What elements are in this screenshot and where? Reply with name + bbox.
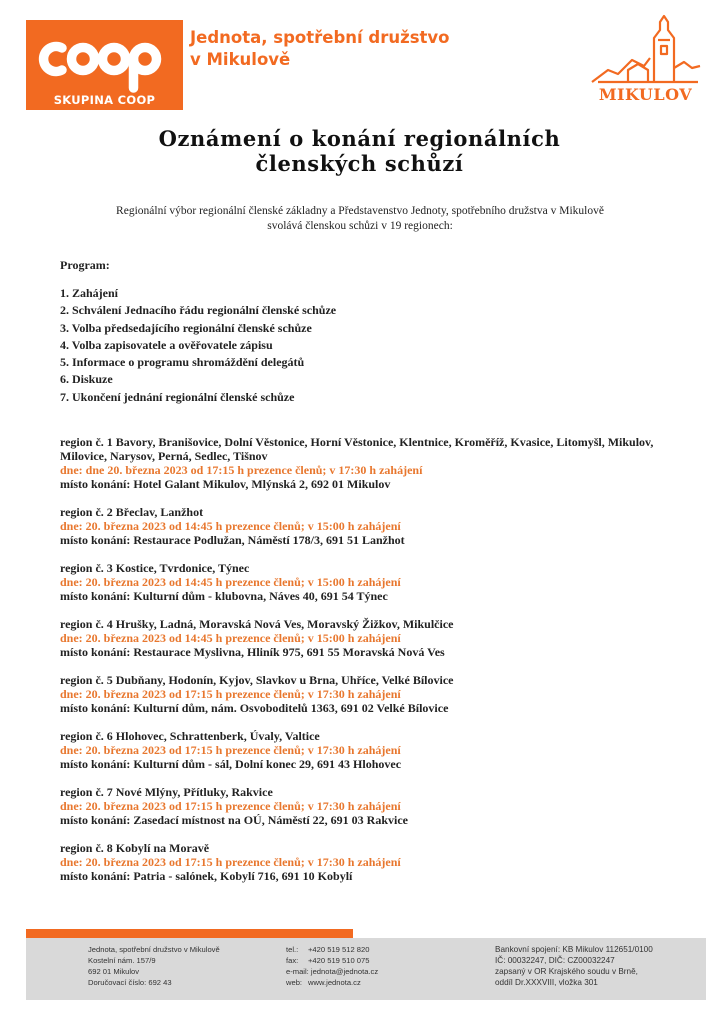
region-date: dne: 20. března 2023 od 17:15 h prezence členů; v 17:30 h zahájení (60, 687, 401, 701)
region-name: region č. 3 Kostice, Tvrdonice, Týnec (60, 561, 250, 575)
region-date: dne: 20. března 2023 od 17:15 h prezence členů; v 17:30 h zahájení (60, 743, 401, 757)
footer-contacts (286, 944, 378, 988)
region-block (60, 785, 700, 827)
region-date: dne: 20. března 2023 od 14:45 h prezence členů; v 15:00 h zahájení (60, 631, 401, 645)
coop-wordmark (26, 26, 183, 96)
region-name: region č. 4 Hrušky, Ladná, Moravská Nová Ves, Moravský Žižkov, Mikulčice (60, 617, 454, 631)
footer (26, 938, 706, 1000)
region-place: místo konání: Kulturní dům, nám. Osvoboditelů 1363, 691 02 Velké Bílovice (60, 701, 449, 715)
coop-logo (26, 20, 183, 110)
footer-address (88, 944, 220, 988)
program-item: 1. Zahájení (60, 286, 119, 300)
region-name: region č. 5 Dubňany, Hodonín, Kyjov, Slavkov u Brna, Uhříce, Velké Bílovice (60, 673, 454, 687)
announcement-title (0, 126, 719, 176)
contact-key: fax: (286, 956, 299, 965)
program-heading: Program: (60, 258, 110, 272)
region-place: místo konání: Restaurace Myslivna, Hliník 975, 691 55 Moravská Nová Ves (60, 645, 445, 659)
program-item: 3. Volba předsedajícího regionální členské schůze (60, 320, 312, 335)
contact-key: tel.: (286, 945, 299, 954)
intro-line-1: Regionální výbor regionální členské základny a Představenstvo Jednoty, spotřebního družstva v Mikulově (116, 205, 604, 217)
contact-value: +420 519 510 075 (308, 956, 370, 965)
program-list (60, 285, 660, 406)
contact-value: e-mail: jednota@jednota.cz (286, 967, 379, 976)
intro-line-2: svolává členskou schůzi v 19 regionech: (267, 220, 453, 232)
footer-bank-line: Bankovní spojení: KB Mikulov 112651/0100 (495, 945, 653, 954)
region-place: místo konání: Zasedací místnost na OÚ, Náměstí 22, 691 03 Rakvice (60, 813, 409, 827)
region-block (60, 729, 700, 771)
region-name: region č. 7 Nové Mlýny, Přítluky, Rakvice (60, 785, 273, 799)
footer-contact-row (286, 955, 378, 966)
logo-subtitle: SKUPINA COOP (53, 93, 156, 107)
program-item: 4. Volba zapisovatele a ověřovatele zápisu (60, 337, 273, 352)
region-place: místo konání: Restaurace Podlužan, Náměstí 178/3, 691 51 Lanžhot (60, 533, 405, 547)
region-place: místo konání: Patria - salónek, Kobylí 716, 691 10 Kobylí (60, 869, 353, 883)
contact-key: web: (286, 978, 303, 987)
region-place: místo konání: Kulturní dům - sál, Dolní konec 29, 691 43 Hlohovec (60, 757, 402, 771)
region-date: dne: 20. března 2023 od 17:15 h prezence členů; v 17:30 h zahájení (60, 855, 401, 869)
footer-bank-info (495, 944, 653, 988)
footer-contact-row (286, 966, 378, 977)
contact-value: +420 519 512 820 (308, 945, 370, 954)
contact-value: www.jednota.cz (308, 978, 361, 987)
intro-paragraph (40, 204, 680, 234)
program-item: 5. Informace o programu shromáždění delegátů (60, 355, 305, 370)
region-date: dne: 20. března 2023 od 14:45 h prezence členů; v 15:00 h zahájení (60, 575, 401, 589)
region-block (60, 841, 700, 883)
footer-address-line: Doručovací číslo: 692 43 (88, 978, 172, 987)
regions-list (60, 435, 700, 897)
region-block (60, 617, 700, 659)
region-place: místo konání: Kulturní dům - klubovna, Náves 40, 691 54 Týnec (60, 589, 388, 603)
program-item: 2. Schválení Jednacího řádu regionální členské schůze (60, 303, 337, 318)
org-title-line-1: Jednota, spotřební družstvo (190, 28, 450, 47)
footer-address-line: Jednota, spotřební družstvo v Mikulově (88, 945, 220, 954)
region-name: region č. 2 Břeclav, Lanžhot (60, 505, 204, 519)
footer-bank-line: oddíl Dr.XXXVIII, vložka 301 (495, 978, 598, 987)
region-block (60, 435, 700, 491)
region-name: region č. 1 Bavory, Branišovice, Dolní Věstonice, Horní Věstonice, Klentnice, Kroměříž, Kvasice, Litomyšl, Mikulov, Milovice, Narysov, Perná, Sedlec, Tišnov (60, 435, 654, 463)
organization-title (190, 27, 510, 71)
footer-accent-bar (26, 929, 353, 938)
town-name: MIKULOV (598, 85, 693, 104)
footer-bank-line: IČ: 00032247, DIČ: CZ00032247 (495, 956, 615, 965)
title-line-1: Oznámení o konání regionálních (158, 126, 561, 151)
footer-address-line: 692 01 Mikulov (88, 967, 140, 976)
region-block (60, 505, 700, 547)
region-place: místo konání: Hotel Galant Mikulov, Mlýnská 2, 692 01 Mikulov (60, 477, 391, 491)
footer-contact-row (286, 977, 378, 988)
region-block (60, 561, 700, 603)
footer-address-line: Kostelní nám. 157/9 (88, 956, 156, 965)
region-date: dne: 20. března 2023 od 14:45 h prezence členů; v 15:00 h zahájení (60, 519, 401, 533)
region-date: dne: 20. března 2023 od 17:15 h prezence členů; v 17:30 h zahájení (60, 799, 401, 813)
region-name: region č. 8 Kobylí na Moravě (60, 841, 210, 855)
region-date: dne: dne 20. března 2023 od 17:15 h prezence členů; v 17:30 h zahájení (60, 463, 423, 477)
region-name: region č. 6 Hlohovec, Schrattenberk, Úvaly, Valtice (60, 729, 320, 743)
org-title-line-2: v Mikulově (190, 50, 291, 69)
title-line-2: členských schůzí (255, 151, 464, 176)
region-block (60, 673, 700, 715)
footer-contact-row (286, 944, 378, 955)
footer-bank-line: zapsaný v OR Krajského soudu v Brně, (495, 967, 638, 976)
program-item: 7. Ukončení jednání regionální členské schůze (60, 389, 295, 404)
program-item: 6. Diskuze (60, 372, 113, 387)
